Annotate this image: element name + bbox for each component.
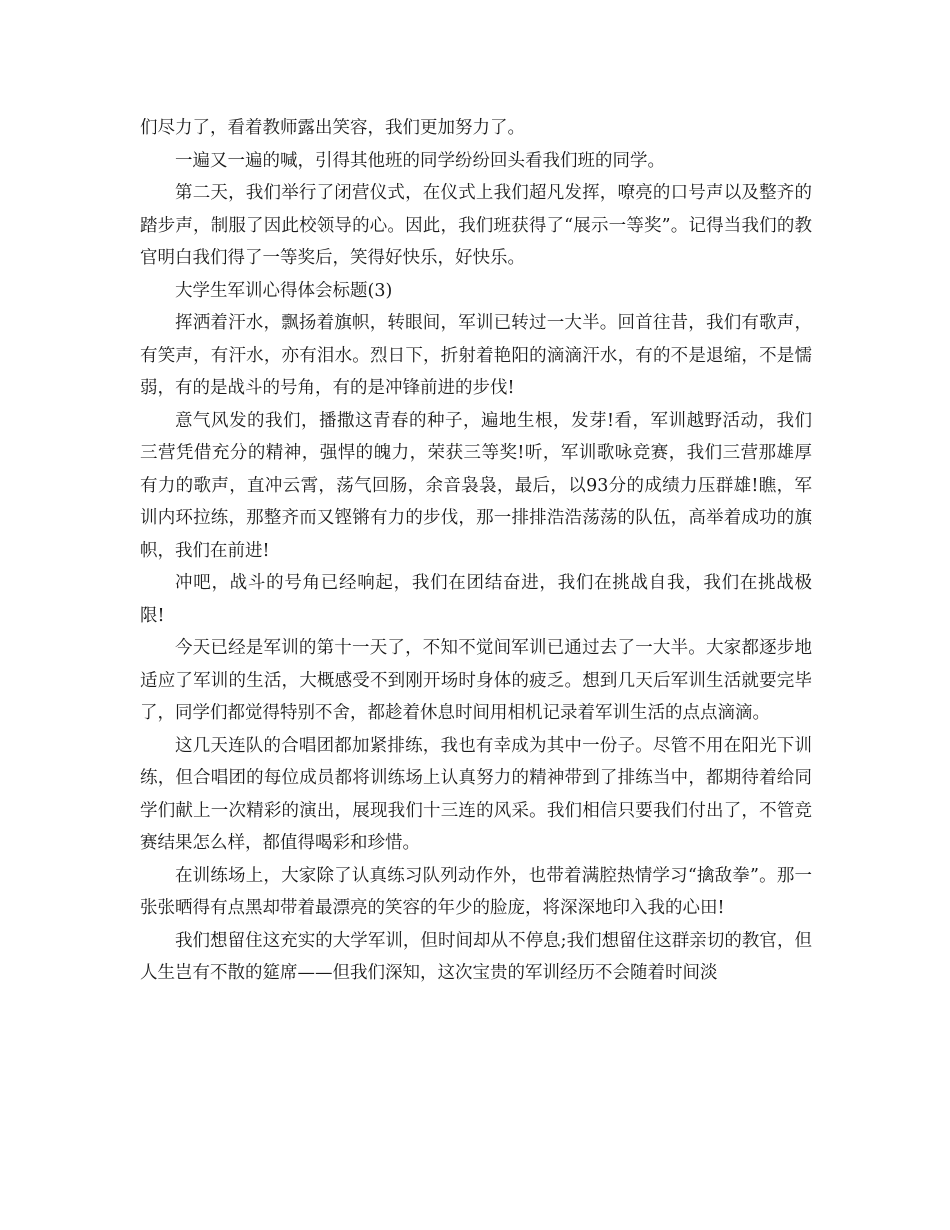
paragraph-8: 今天已经是军训的第十一天了，不知不觉间军训已通过去了一大半。大家都逐步地适应了军训的生活，大概感受不到刚开场时身体的疲乏。想到几天后军训生活就要完毕了，同学们都觉得特别不舍，都趁着休息时间用相机记录着军训生活的点点滴滴。 bbox=[140, 638, 812, 723]
paragraph-2: 一遍又一遍的喊，引得其他班的同学纷纷回头看我们班的同学。 bbox=[175, 150, 665, 171]
paragraph-7: 冲吧，战斗的号角已经响起，我们在团结奋进，我们在挑战自我，我们在挑战极限! bbox=[140, 573, 812, 626]
paragraph-11: 我们想留住这充实的大学军训，但时间却从不停息;我们想留住这群亲切的教官，但人生岂有不散的筵席——但我们深知，这次宝贵的军训经历不会随着时间淡 bbox=[140, 930, 812, 983]
paragraph-6: 意气风发的我们，播撒这青春的种子，遍地生根，发芽!看，军训越野活动，我们三营凭借充分的精神，强悍的魄力，荣获三等奖!听，军训歌咏竞赛，我们三营那雄厚有力的歌声，直冲云霄，荡气回肠，余音袅袅，最后，以93分的成绩力压群雄!瞧，军训内环拉练，那整齐而又铿锵有力的步伐，那一排排浩浩荡荡的队伍，高举着成功的旗帜，我们在前进! bbox=[140, 410, 812, 561]
paragraph-5: 挥洒着汗水，飘扬着旗帜，转眼间，军训已转过一大半。回首往昔，我们有歌声，有笑声，有汗水，亦有泪水。烈日下，折射着艳阳的滴滴汗水，有的不是退缩，不是懦弱，有的是战斗的号角，有的是冲锋前进的步伐! bbox=[140, 313, 812, 398]
section-heading: 大学生军训心得体会标题(3) bbox=[175, 280, 393, 301]
paragraph-1: 们尽力了，看着教师露出笑容，我们更加努力了。 bbox=[140, 118, 525, 138]
paragraph-9: 这几天连队的合唱团都加紧排练，我也有幸成为其中一份子。尽管不用在阳光下训练，但合唱团的每位成员都将训练场上认真努力的精神带到了排练当中，都期待着给同学们献上一次精彩的演出，展现我们十三连的风采。我们相信只要我们付出了，不管竞赛结果怎么样，都值得喝彩和珍惜。 bbox=[140, 735, 812, 853]
paragraph-3: 第二天，我们举行了闭营仪式，在仪式上我们超凡发挥，嘹亮的口号声以及整齐的踏步声，制服了因此校领导的心。因此，我们班获得了“展示一等奖”。记得当我们的教官明白我们得了一等奖后，笑得好快乐，好快乐。 bbox=[140, 183, 812, 268]
document-body bbox=[140, 112, 812, 990]
paragraph-10: 在训练场上，大家除了认真练习队列动作外，也带着满腔热情学习“擒敌拳”。那一张张晒得有点黑却带着最漂亮的笑容的年少的脸庞，将深深地印入我的心田! bbox=[140, 865, 812, 918]
